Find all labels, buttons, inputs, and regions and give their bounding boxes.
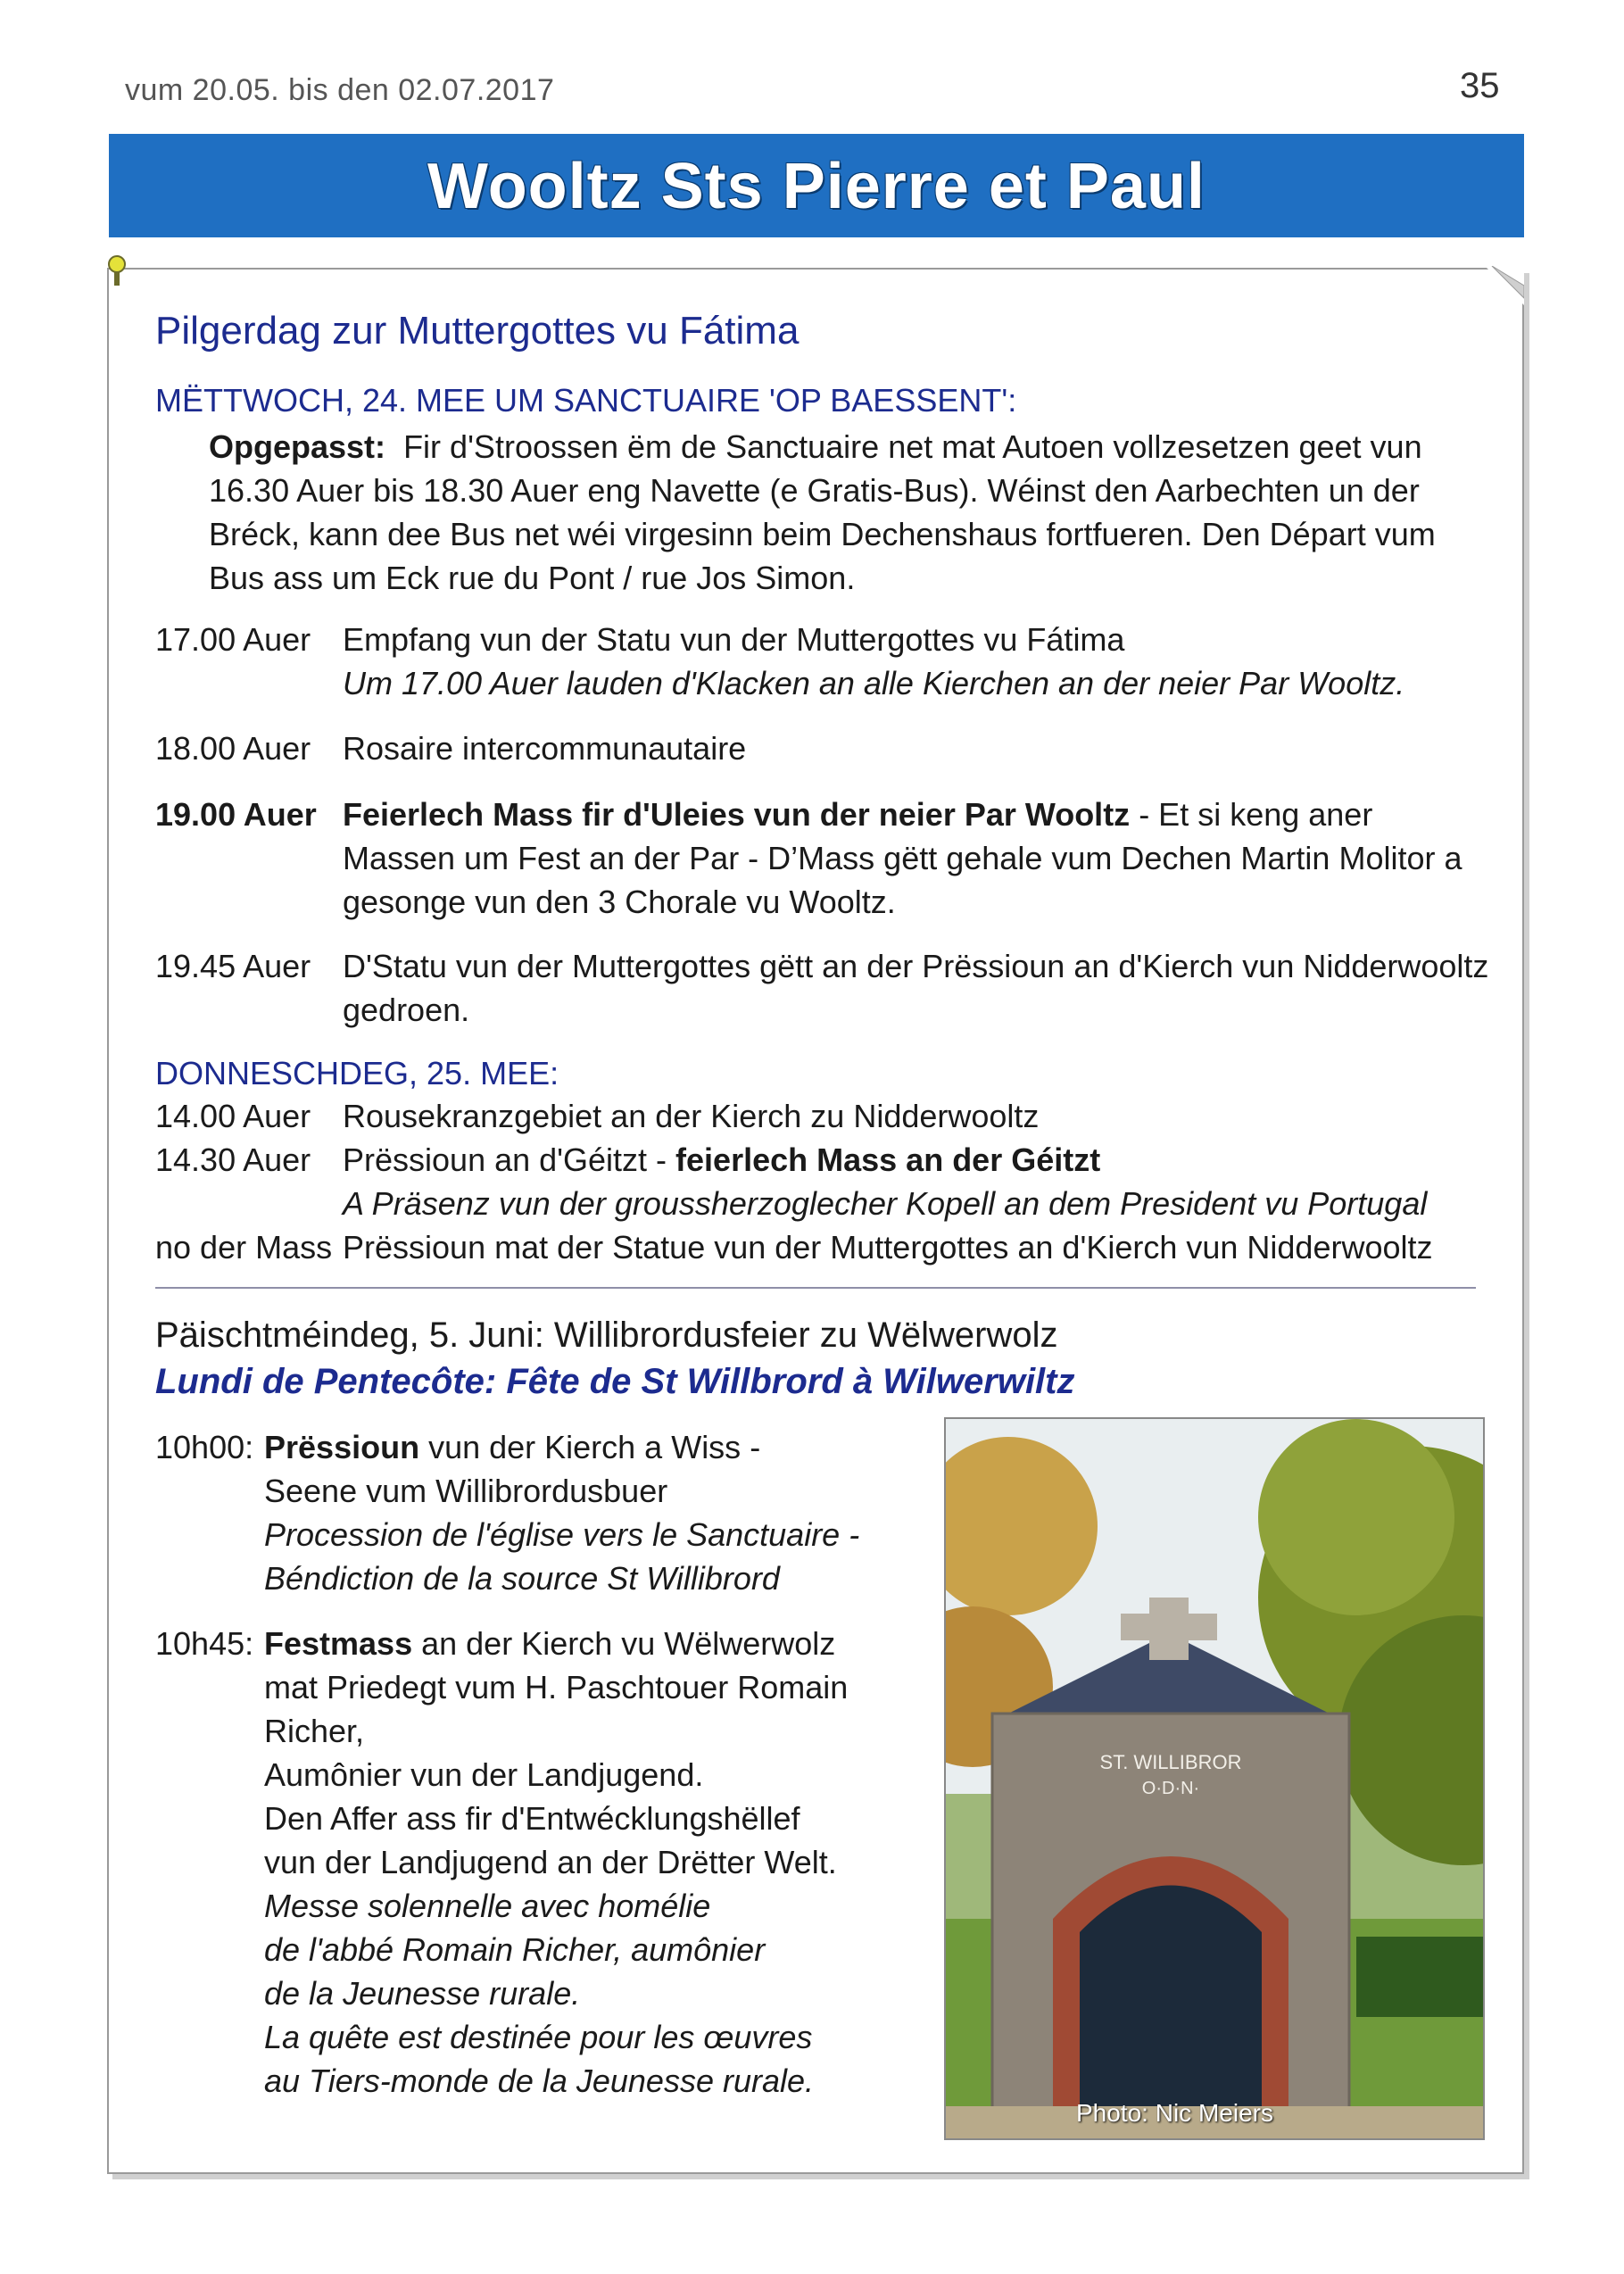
page-fold-icon: [1485, 266, 1524, 305]
schedule-text: Prëssioun an d'Géitzt -: [343, 1141, 676, 1178]
day-heading-wednesday: MËTTWOCH, 24. MEE UM SANCTUAIRE 'OP BAESSENT':: [155, 382, 1017, 419]
day-heading-thursday: DONNESCHDEG, 25. MEE:: [155, 1055, 559, 1091]
section-title-willibrord-fr: Lundi de Pentecôte: Fête de St Willbrord à Wilwerwiltz: [155, 1362, 1075, 1401]
schedule-text: - Et si keng aner Massen um Fest an der Par - D’Mass gëtt gehale vum Dechen Martin Molitor a gesonge vun den 3 Chorale vu Wooltz.: [343, 796, 1462, 920]
section-title-willibrord: Päischtméindeg, 5. Juni: Willibrordusfeier zu Wëlwerwolz: [155, 1315, 1058, 1355]
page-number: 35: [1460, 66, 1500, 105]
program-note: au Tiers-monde de la Jeunesse rurale.: [264, 2062, 815, 2099]
schedule-time: 17.00 Auer: [155, 621, 311, 658]
schedule-text: D'Statu vun der Muttergottes gëtt an der Prëssioun an d'Kierch vun Nidderwooltz gedroen.: [343, 948, 1489, 1028]
chapel-inscription: O·D·N·: [1141, 1779, 1200, 1798]
program-note: Béndiction de la source St Willibrord: [264, 1560, 780, 1597]
program-bold: Festmass: [264, 1625, 413, 1662]
schedule-text: Empfang vun der Statu vun der Muttergottes vu Fátima: [343, 621, 1125, 658]
note-text: Fir d'Stroossen ëm de Sanctuaire net mat Autoen vollzesetzen geet vun 16.30 Auer bis 18.30 Auer eng Navette (e Gratis-Bus). Wéinst den Aarbechten un der Bréck, kann dee Bus net wéi virgesinn beim Dechenshaus fortfueren. Den Départ vum Bus ass um Eck rue du Pont / rue Jos Simon.: [209, 428, 1436, 596]
program-line: vun der Landjugend an der Drëtter Welt.: [264, 1844, 837, 1880]
schedule-text: Rousekranzgebiet an der Kierch zu Nidderwooltz: [343, 1098, 1040, 1134]
schedule-time: 19.45 Auer: [155, 948, 311, 984]
program-note: de la Jeunesse rurale.: [264, 1975, 581, 2012]
program-line: Den Affer ass fir d'Entwécklungshëllef: [264, 1800, 800, 1837]
title-banner: [109, 134, 1524, 237]
bus-note: [209, 425, 1494, 600]
program-bold: Prëssioun: [264, 1429, 420, 1465]
program-note: de l'abbé Romain Richer, aumônier: [264, 1931, 766, 1968]
photo-credit: Photo: Nic Meiers: [1076, 2099, 1273, 2127]
program-note: Messe solennelle avec homélie: [264, 1888, 711, 1924]
program-time: 10h00:: [155, 1429, 254, 1465]
chapel-illustration: [946, 1419, 1483, 2138]
date-range: vum 20.05. bis den 02.07.2017: [125, 73, 555, 107]
program-line: Seene vum Willibrordusbuer: [264, 1473, 668, 1509]
schedule-text: Prëssioun mat der Statue vun der Muttergottes an d'Kierch vun Nidderwooltz: [343, 1229, 1433, 1266]
program-line: mat Priedegt vum H. Paschtouer Romain Richer,: [264, 1669, 849, 1749]
schedule-bold: feierlech Mass an der Géitzt: [675, 1141, 1101, 1178]
schedule-time: 14.00 Auer: [155, 1098, 311, 1134]
program-note: La quête est destinée pour les œuvres: [264, 2019, 813, 2055]
chapel-inscription: ST. WILLIBROR: [1099, 1751, 1242, 1773]
schedule-time: 19.00 Auer: [155, 796, 317, 833]
note-label: Opgepasst:: [209, 428, 386, 465]
program-line: Aumônier vun der Landjugend.: [264, 1756, 704, 1793]
program-line: an der Kierch vu Wëlwerwolz: [412, 1625, 836, 1662]
schedule-time: 14.30 Auer: [155, 1141, 311, 1178]
schedule-note: Um 17.00 Auer lauden d'Klacken an alle Kierchen an der neier Par Wooltz.: [343, 665, 1405, 701]
program-time: 10h45:: [155, 1625, 254, 1662]
page-title: Wooltz Sts Pierre et Paul: [427, 151, 1206, 222]
program-note: Procession de l'église vers le Sanctuaire -: [264, 1516, 860, 1553]
schedule-note: A Präsenz vun der groussherzoglecher Kopell an dem President vu Portugal: [343, 1185, 1428, 1222]
schedule-bold: Feierlech Mass fir d'Uleies vun der neier Par Wooltz: [343, 796, 1131, 833]
schedule-time: 18.00 Auer: [155, 730, 311, 767]
chapel-photo: [944, 1417, 1485, 2140]
schedule-time: no der Mass: [155, 1229, 333, 1266]
pin-icon: [105, 253, 128, 287]
section-divider: [155, 1287, 1476, 1289]
program-line: vun der Kierch a Wiss -: [419, 1429, 761, 1465]
schedule-text: Rosaire intercommunautaire: [343, 730, 747, 767]
section-title-fatima: Pilgerdag zur Muttergottes vu Fátima: [155, 309, 800, 353]
